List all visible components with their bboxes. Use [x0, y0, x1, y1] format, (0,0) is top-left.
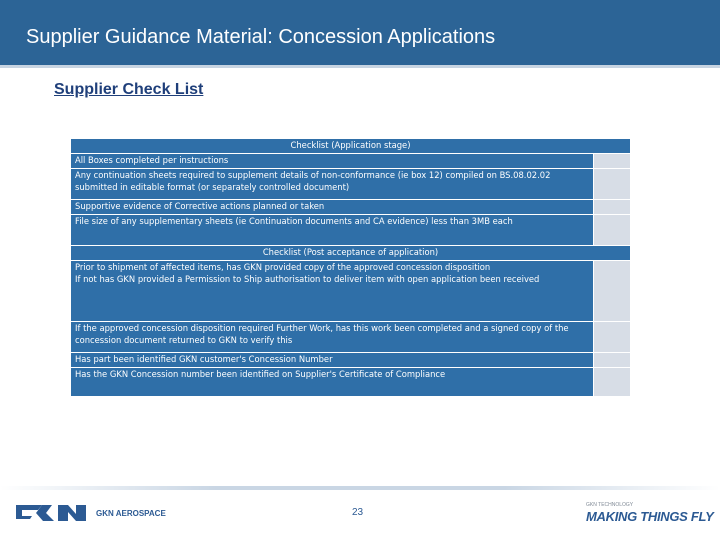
check-box[interactable]	[594, 353, 631, 368]
checklist-item: Has the GKN Concession number been identified on Supplier's Certificate of Compliance	[71, 368, 594, 397]
check-box[interactable]	[594, 322, 631, 353]
title-bar	[0, 0, 720, 68]
checklist-item: If the approved concession disposition required Further Work, has this work been completed and a signed copy of the concession document returned to GKN to verify this	[71, 322, 594, 353]
footer-divider	[0, 486, 720, 490]
checklist-item: Has part been identified GKN customer's Concession Number	[71, 353, 594, 368]
checklist-item: All Boxes completed per instructions	[71, 154, 594, 169]
check-box[interactable]	[594, 368, 631, 397]
check-box[interactable]	[594, 154, 631, 169]
checklist-item: File size of any supplementary sheets (ie Continuation documents and CA evidence) less than 3MB each	[71, 215, 594, 246]
check-box[interactable]	[594, 261, 631, 322]
check-box[interactable]	[594, 200, 631, 215]
checklist-item: Prior to shipment of affected items, has GKN provided copy of the approved concession disposition If not has GKN provided a Permission to Ship authorisation to deliver item with open application been received	[71, 261, 594, 322]
table-row	[71, 215, 631, 246]
table-row	[71, 368, 631, 397]
page-title: Supplier Guidance Material: Concession Applications	[26, 26, 496, 48]
tagline: MAKING THINGS FLY	[586, 509, 714, 524]
table-row	[71, 322, 631, 353]
gkn-aerospace-label: GKN AEROSPACE	[96, 509, 166, 518]
check-box[interactable]	[594, 215, 631, 246]
checklist-table	[70, 138, 631, 397]
table-row	[71, 261, 631, 322]
tagline-small: GKN TECHNOLOGY	[586, 502, 634, 508]
table-row	[71, 200, 631, 215]
checklist-heading-application: Checklist (Application stage)	[71, 139, 631, 154]
check-box[interactable]	[594, 169, 631, 200]
page-number: 23	[352, 507, 364, 518]
section-subtitle: Supplier Check List	[54, 81, 204, 98]
checklist-item: Supportive evidence of Corrective actions planned or taken	[71, 200, 594, 215]
checklist-heading-post: Checklist (Post acceptance of application)	[71, 246, 631, 261]
table-row	[71, 353, 631, 368]
table-row	[71, 169, 631, 200]
checklist-header-row	[71, 139, 631, 154]
table-row	[71, 154, 631, 169]
checklist-item: Any continuation sheets required to supplement details of non-conformance (ie box 12) compiled on BS.08.02.02 submitted in editable format (or separately controlled document)	[71, 169, 594, 200]
checklist-header-row	[71, 246, 631, 261]
